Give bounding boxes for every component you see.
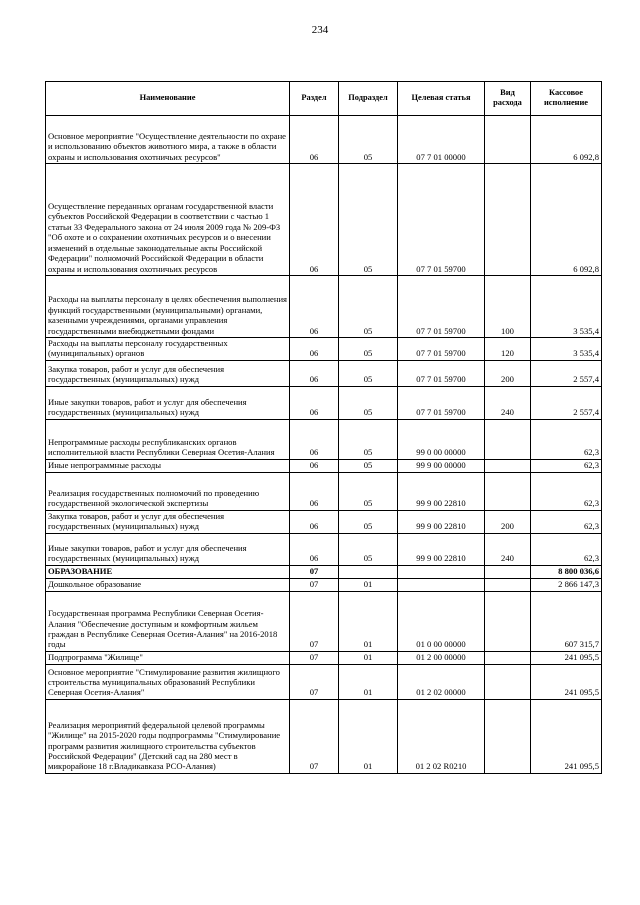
- row-target-cell: 01 0 00 00000: [398, 591, 485, 651]
- row-name-cell: Реализация государственных полномочий по проведению государственной экологической экспертизы: [46, 472, 290, 510]
- row-kind-cell: 120: [485, 338, 531, 361]
- row-kind-cell: [485, 591, 531, 651]
- table-row: [46, 360, 602, 386]
- row-section-cell: 06: [290, 386, 339, 419]
- row-subsection-cell: 05: [339, 510, 398, 533]
- row-name-cell: Основное мероприятие "Стимулирование развития жилищного строительства муниципальных образований Республики Северная Осетия-Алания": [46, 664, 290, 699]
- row-section-cell: 06: [290, 276, 339, 338]
- row-section-cell: 07: [290, 651, 339, 664]
- row-subsection-cell: 05: [339, 276, 398, 338]
- row-section-cell: 06: [290, 164, 339, 276]
- row-name-cell: Иные закупки товаров, работ и услуг для обеспечения государственных (муниципальных) нужд: [46, 386, 290, 419]
- table-row: [46, 699, 602, 773]
- row-kind-cell: [485, 565, 531, 578]
- row-name-cell: Реализация мероприятий федеральной целевой программы "Жилище" на 2015-2020 годы подпрограммы "Стимулирование программ развития жилищного строительства субъектов Российской Федерации" (Детский сад на 280 мест в микрорайоне 18 г.Владикавказа РСО-Алания): [46, 699, 290, 773]
- row-section-cell: 07: [290, 664, 339, 699]
- table-row: [46, 164, 602, 276]
- row-amount-cell: 241 095,5: [531, 651, 602, 664]
- row-name-cell: Дошкольное образование: [46, 578, 290, 591]
- row-subsection-cell: 05: [339, 459, 398, 472]
- row-name-cell: Закупка товаров, работ и услуг для обеспечения государственных (муниципальных) нужд: [46, 510, 290, 533]
- row-kind-cell: [485, 699, 531, 773]
- row-section-cell: 06: [290, 533, 339, 565]
- row-subsection-cell: 01: [339, 664, 398, 699]
- row-kind-cell: [485, 664, 531, 699]
- row-name-cell: Расходы на выплаты персоналу в целях обеспечения выполнения функций государственными (муниципальными) органами, казенными учреждениями, органами управления государственными внебюджетными фондами: [46, 276, 290, 338]
- row-amount-cell: 62,3: [531, 419, 602, 459]
- row-name-cell: Иные закупки товаров, работ и услуг для обеспечения государственных (муниципальных) нужд: [46, 533, 290, 565]
- row-section-cell: 06: [290, 419, 339, 459]
- column-header-name: Наименование: [46, 82, 290, 116]
- row-subsection-cell: 05: [339, 419, 398, 459]
- row-amount-cell: 241 095,5: [531, 664, 602, 699]
- table-row: [46, 419, 602, 459]
- row-name-cell: Основное мероприятие "Осуществление деятельности по охране и использованию объектов животного мира, а также в области охраны и использования охотничьих ресурсов": [46, 116, 290, 164]
- column-header-subsection: Подраздел: [339, 82, 398, 116]
- row-amount-cell: 62,3: [531, 459, 602, 472]
- row-kind-cell: 100: [485, 276, 531, 338]
- row-kind-cell: [485, 459, 531, 472]
- row-amount-cell: 241 095,5: [531, 699, 602, 773]
- row-subsection-cell: 05: [339, 386, 398, 419]
- row-target-cell: 07 7 01 00000: [398, 116, 485, 164]
- row-name-cell: Подпрограмма "Жилище": [46, 651, 290, 664]
- row-section-cell: 06: [290, 338, 339, 361]
- table-row: [46, 664, 602, 699]
- row-name-cell: Осуществление переданных органам государственной власти субъектов Российской Федерации в соответствии с частью 1 статьи 33 Федерального закона от 24 июля 2009 года № 209-ФЗ "Об охоте и о сохранении охотничьих ресурсов и о внесении изменений в отдельные законодательные акты Российской Федерации" полномочий Российской Федерации в области охраны и использования охотничьих ресурсов: [46, 164, 290, 276]
- row-target-cell: 01 2 02 00000: [398, 664, 485, 699]
- row-kind-cell: [485, 651, 531, 664]
- row-subsection-cell: 01: [339, 699, 398, 773]
- row-subsection-cell: 01: [339, 578, 398, 591]
- table-row: [46, 578, 602, 591]
- row-name-cell: ОБРАЗОВАНИЕ: [46, 565, 290, 578]
- row-kind-cell: [485, 472, 531, 510]
- row-kind-cell: 200: [485, 510, 531, 533]
- row-subsection-cell: 05: [339, 533, 398, 565]
- row-target-cell: 99 9 00 22810: [398, 472, 485, 510]
- row-amount-cell: 6 092,8: [531, 116, 602, 164]
- column-header-section: Раздел: [290, 82, 339, 116]
- row-name-cell: Государственная программа Республики Северная Осетия-Алания "Обеспечение доступным и комфортным жильем граждан в Республике Северная Осетия-Алания" на 2016-2018 годы: [46, 591, 290, 651]
- row-amount-cell: 2 866 147,3: [531, 578, 602, 591]
- row-kind-cell: [485, 164, 531, 276]
- row-section-cell: 07: [290, 578, 339, 591]
- row-amount-cell: 62,3: [531, 472, 602, 510]
- row-name-cell: Закупка товаров, работ и услуг для обеспечения государственных (муниципальных) нужд: [46, 360, 290, 386]
- row-amount-cell: 2 557,4: [531, 386, 602, 419]
- row-kind-cell: [485, 419, 531, 459]
- column-header-amount: Кассовое исполнение: [531, 82, 602, 116]
- page-number: 234: [311, 24, 329, 36]
- row-kind-cell: 200: [485, 360, 531, 386]
- table-row: [46, 565, 602, 578]
- row-section-cell: 06: [290, 360, 339, 386]
- table-row: [46, 591, 602, 651]
- table-row: [46, 651, 602, 664]
- row-section-cell: 07: [290, 699, 339, 773]
- row-target-cell: 99 9 00 22810: [398, 510, 485, 533]
- row-kind-cell: 240: [485, 386, 531, 419]
- row-section-cell: 07: [290, 591, 339, 651]
- table-row: [46, 338, 602, 361]
- row-name-cell: Расходы на выплаты персоналу государственных (муниципальных) органов: [46, 338, 290, 361]
- row-target-cell: [398, 578, 485, 591]
- row-target-cell: 07 7 01 59700: [398, 360, 485, 386]
- row-kind-cell: 240: [485, 533, 531, 565]
- row-section-cell: 07: [290, 565, 339, 578]
- row-target-cell: 01 2 00 00000: [398, 651, 485, 664]
- row-amount-cell: 607 315,7: [531, 591, 602, 651]
- row-target-cell: 99 0 00 00000: [398, 419, 485, 459]
- row-target-cell: [398, 565, 485, 578]
- table-row: [46, 533, 602, 565]
- row-target-cell: 99 9 00 22810: [398, 533, 485, 565]
- row-subsection-cell: 01: [339, 651, 398, 664]
- column-header-kind: Вид расхода: [485, 82, 531, 116]
- table-row: [46, 276, 602, 338]
- table-row: [46, 510, 602, 533]
- table-header-row: [46, 82, 602, 116]
- row-amount-cell: 8 800 036,6: [531, 565, 602, 578]
- row-subsection-cell: 05: [339, 338, 398, 361]
- row-amount-cell: 6 092,8: [531, 164, 602, 276]
- budget-table: [45, 81, 602, 774]
- row-name-cell: Непрограммные расходы республиканских органов исполнительной власти Республики Северная Осетия-Алания: [46, 419, 290, 459]
- row-target-cell: 07 7 01 59700: [398, 276, 485, 338]
- row-subsection-cell: 05: [339, 360, 398, 386]
- row-target-cell: 07 7 01 59700: [398, 338, 485, 361]
- row-subsection-cell: [339, 565, 398, 578]
- row-amount-cell: 62,3: [531, 510, 602, 533]
- row-subsection-cell: 05: [339, 472, 398, 510]
- row-section-cell: 06: [290, 459, 339, 472]
- table-row: [46, 472, 602, 510]
- row-target-cell: 99 9 00 00000: [398, 459, 485, 472]
- table-row: [46, 459, 602, 472]
- column-header-target: Целевая статья: [398, 82, 485, 116]
- row-kind-cell: [485, 578, 531, 591]
- row-subsection-cell: 05: [339, 164, 398, 276]
- row-target-cell: 07 7 01 59700: [398, 164, 485, 276]
- table-row: [46, 116, 602, 164]
- row-amount-cell: 62,3: [531, 533, 602, 565]
- row-name-cell: Иные непрограммные расходы: [46, 459, 290, 472]
- row-section-cell: 06: [290, 116, 339, 164]
- row-target-cell: 07 7 01 59700: [398, 386, 485, 419]
- row-section-cell: 06: [290, 472, 339, 510]
- row-subsection-cell: 01: [339, 591, 398, 651]
- row-target-cell: 01 2 02 R0210: [398, 699, 485, 773]
- table-row: [46, 386, 602, 419]
- row-subsection-cell: 05: [339, 116, 398, 164]
- row-section-cell: 06: [290, 510, 339, 533]
- row-amount-cell: 2 557,4: [531, 360, 602, 386]
- row-kind-cell: [485, 116, 531, 164]
- row-amount-cell: 3 535,4: [531, 338, 602, 361]
- row-amount-cell: 3 535,4: [531, 276, 602, 338]
